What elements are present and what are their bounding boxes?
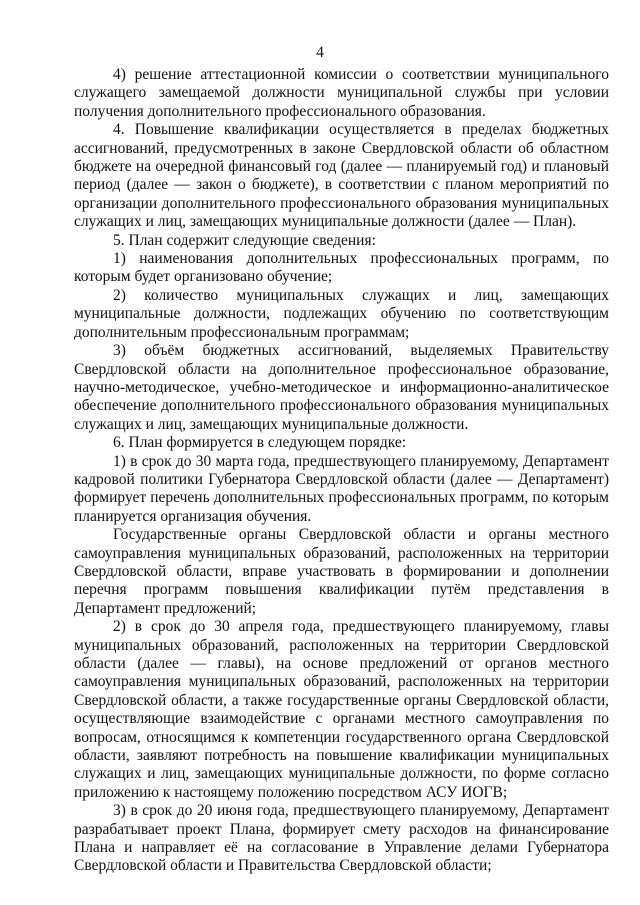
paragraph-item-1-program-names: 1) наименования дополнительных профессиональных программ, по которым будет организовано обучение; xyxy=(74,250,609,286)
paragraph-item-2-count: 2) количество муниципальных служащих и лиц, замещающих муниципальные должности, подлежащих обучению по соответствующим дополнительным профессиональным программам; xyxy=(74,286,609,341)
paragraph-state-bodies-proposals: Государственные органы Свердловской области и органы местного самоуправления муниципальных образований, расположенных на территории Свердловской области, вправе участвовать в формировании и дополнении перечня программ повышения квалификации путём представления в Департамент предложений; xyxy=(74,526,609,617)
paragraph-item-4-attestation-decision: 4) решение аттестационной комиссии о соответствии муниципального служащего замещаемой должности муниципальной службы при условии получения дополнительного профессионального образования. xyxy=(74,66,609,120)
paragraph-item-3-budget: 3) объём бюджетных ассигнований, выделяемых Правительству Свердловской области на дополнительное профессиональное образование, научно-методическое, учебно-методическое и информационно-аналитическое обеспечение дополнительного профессионального образования муниципальных служащих и лиц, замещающих муниципальные должности. xyxy=(74,342,609,433)
paragraph-item-3-june-deadline: 3) в срок до 20 июня года, предшествующего планируемому, Департамент разрабатывает проект Плана, формирует смету расходов на финансирование Плана и направляет её на согласование в Управление делами Губернатора Свердловской области и Правительства Свердловской области; xyxy=(74,802,609,875)
paragraph-item-2-april-deadline: 2) в срок до 30 апреля года, предшествующего планируемому, главы муниципальных образований, расположенных на территории Свердловской области (далее — главы), на основе предложений от органов местного самоуправления муниципальных образований, расположенных на территории Свердловской области, а также государственные органы Свердловской области, осуществляющие взаимодействие с органами местного самоуправления по вопросам, относящимся к компетенции государственного органа Свердловской области, заявляют потребность на повышение квалификации муниципальных служащих и лиц, замещающих муниципальные должности, по форме согласно приложению к настоящему положению посредством АСУ ИОГВ; xyxy=(74,618,609,801)
document-body xyxy=(74,66,609,876)
paragraph-section-4-qualification: 4. Повышение квалификации осуществляется в пределах бюджетных ассигнований, предусмотренных в законе Свердловской области об областном бюджете на очередной финансовый год (далее — планируемый год) и плановый период (далее — закон о бюджете), в соответствии с планом мероприятий по организации дополнительного профессионального образования муниципальных служащих и лиц, замещающих муниципальные должности (далее — План). xyxy=(74,121,609,231)
paragraph-item-1-march-deadline: 1) в срок до 30 марта года, предшествующего планируемому, Департамент кадровой политики Губернатора Свердловской области (далее — Департамент) формирует перечень дополнительных профессиональных программ, по которым планируется организация обучения. xyxy=(74,452,609,525)
page-number: 4 xyxy=(316,44,324,61)
paragraph-section-5-plan-contents: 5. План содержит следующие сведения: xyxy=(113,231,376,249)
paragraph-section-6-plan-order: 6. План формируется в следующем порядке: xyxy=(113,434,407,452)
